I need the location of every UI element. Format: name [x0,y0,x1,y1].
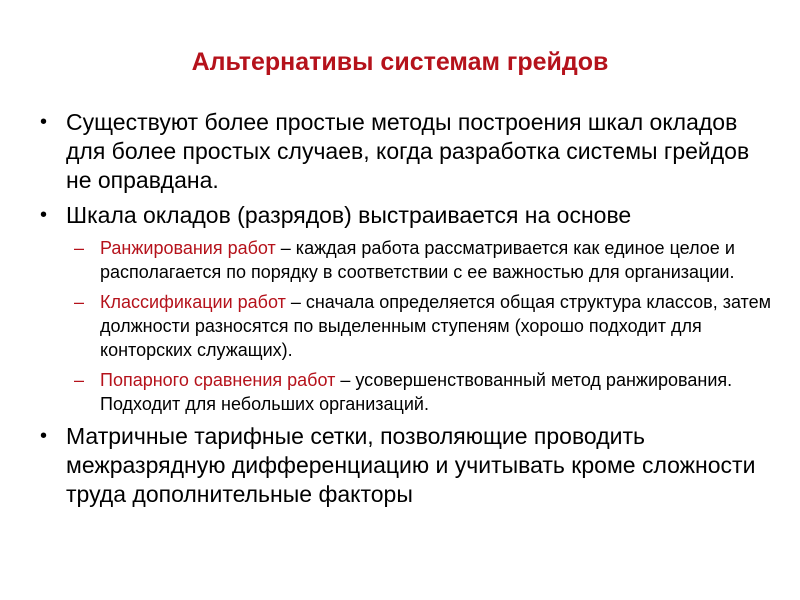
sub-bullet-term: Попарного сравнения работ [100,370,336,390]
bullet-marker: • [40,111,48,133]
bullet-text: Матричные тарифные сетки, позволяющие проводить межразрядную дифференциацию и учитывать кроме сложности труда дополнительные факторы [66,423,756,507]
bullet-item [40,201,780,230]
sub-bullet-text: – каждая работа рассматривается как единое целое и располагается по порядку в соответствии с ее важностью для организации. [100,238,735,282]
dash-marker: – [74,370,85,390]
dash-marker: – [74,292,85,312]
sub-bullet-item [40,368,780,416]
dash-marker: – [74,238,85,258]
sub-bullet-text: – усовершенствованный метод ранжирования. Подходит для небольших организаций. [100,370,733,414]
bullet-marker: • [40,204,48,226]
bullet-text: Существуют более простые методы построения шкал окладов для более простых случаев, когда разработка системы грейдов не оправдана. [66,109,750,193]
sub-bullet-item [40,236,780,284]
bullet-item [40,422,780,509]
sub-bullet-text: – сначала определяется общая структура классов, затем должности разносятся по выделенным ступеням (хорошо подходит для конторских служащих). [100,292,771,360]
bullet-item [40,108,780,195]
slide-title: Альтернативы системам грейдов [191,48,609,76]
bullet-text: Шкала окладов (разрядов) выстраивается на основе [66,202,632,228]
sub-bullet-term: Классификации работ [100,292,286,312]
sub-bullet-item [40,290,780,362]
bullet-marker: • [40,425,48,447]
bullet-list [40,108,780,515]
sub-bullet-term: Ранжирования работ [100,238,276,258]
